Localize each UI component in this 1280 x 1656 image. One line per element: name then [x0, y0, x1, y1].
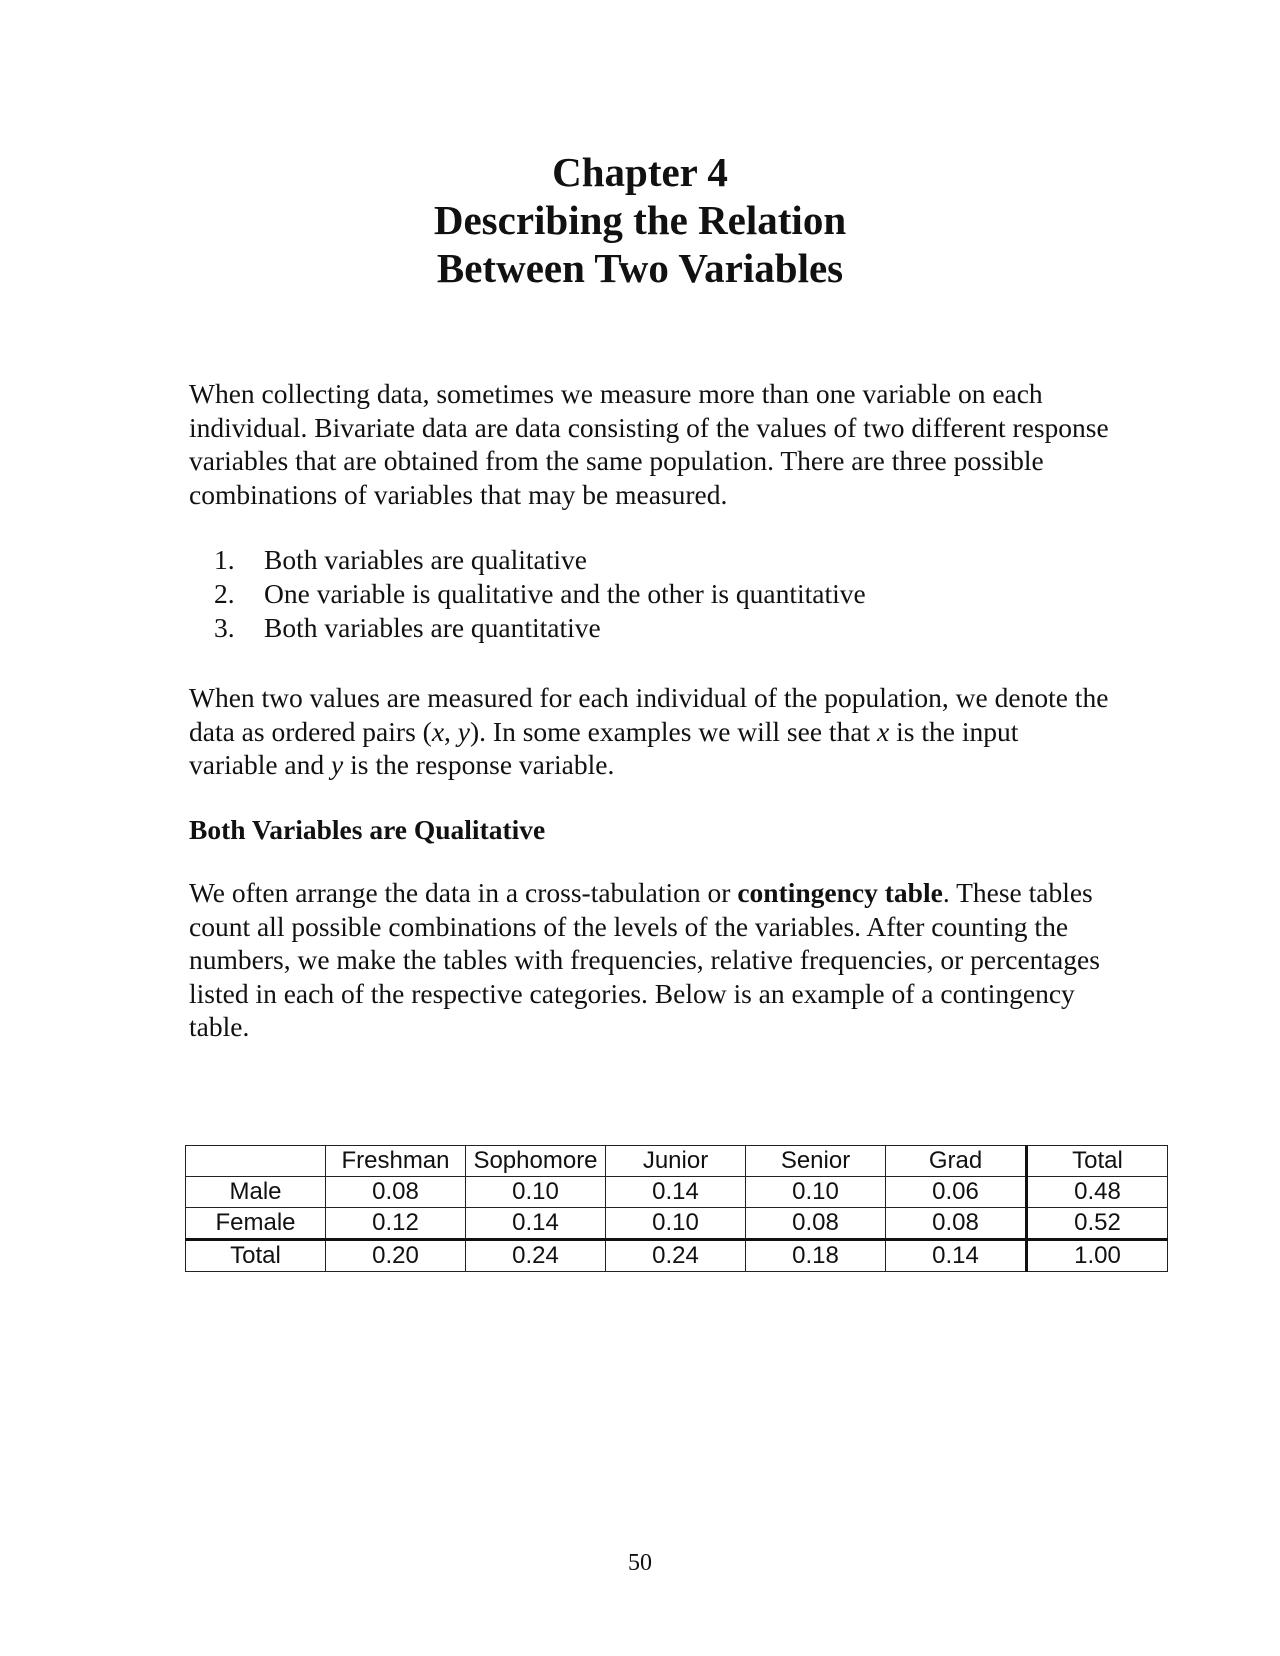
- table-cell: 0.10: [606, 1208, 746, 1240]
- var-y-2: y: [331, 749, 344, 780]
- contingency-text-1: We often arrange the data in a cross-tabulation or: [189, 877, 738, 908]
- table-cell: 0.10: [466, 1177, 606, 1208]
- list-item-number: 1.: [214, 544, 235, 575]
- combinations-list: [214, 543, 866, 645]
- chapter-title-line-1: Describing the Relation: [433, 197, 847, 243]
- var-y: y: [457, 715, 470, 747]
- chapter-number: Chapter 4: [552, 149, 728, 195]
- table-cell: 0.08: [746, 1208, 886, 1240]
- list-item-number: 2.: [214, 578, 235, 609]
- paired-text-3: is the input variable and: [189, 715, 1019, 780]
- table-cell: 0.14: [886, 1240, 1027, 1272]
- table-header-cell: Total: [1027, 1146, 1168, 1177]
- table-header-cell: Freshman: [326, 1146, 466, 1177]
- table-header-cell: Junior: [606, 1146, 746, 1177]
- paired-text-1: When two values are measured for each individual of the population, we denote the data as ordered pairs (: [189, 682, 1109, 747]
- row-label: Female: [186, 1208, 326, 1240]
- table-cell: 0.06: [886, 1177, 1027, 1208]
- intro-paragraph: When collecting data, sometimes we measure more than one variable on each individual. Bivariate data are data consisting of the values of two different response variables that are obtained from the same population. There are three possible combinations of variables that may be measured.: [189, 378, 1109, 510]
- list-item: [214, 611, 866, 645]
- chapter-title: [0, 148, 1280, 292]
- table-header-cell: Grad: [886, 1146, 1027, 1177]
- table-header-row: [186, 1146, 1168, 1177]
- table-cell: 0.08: [886, 1208, 1027, 1240]
- row-label: Total: [186, 1240, 326, 1272]
- list-item-number: 3.: [214, 612, 235, 643]
- table-row: [186, 1177, 1168, 1208]
- page-number: 50: [628, 1550, 652, 1576]
- contingency-term: contingency table: [737, 877, 943, 908]
- table-cell: 0.52: [1027, 1208, 1168, 1240]
- table-cell: 0.08: [326, 1177, 466, 1208]
- table-cell: 0.24: [606, 1240, 746, 1272]
- paired-text-2: ). In some examples we will see that: [470, 715, 878, 747]
- ordered-pairs-paragraph: [189, 681, 1109, 782]
- list-item-text: Both variables are qualitative: [264, 544, 588, 575]
- var-x: x: [431, 715, 445, 747]
- table-row: [186, 1208, 1168, 1240]
- list-item: [214, 543, 866, 577]
- table-cell: 1.00: [1027, 1240, 1168, 1272]
- row-label: Male: [186, 1177, 326, 1208]
- table-header-cell: Senior: [746, 1146, 886, 1177]
- table-cell: 0.12: [326, 1208, 466, 1240]
- contingency-paragraph: [189, 876, 1109, 1044]
- table-row: [186, 1240, 1168, 1272]
- list-item-text: One variable is qualitative and the other is quantitative: [264, 578, 866, 609]
- list-item: [214, 577, 866, 611]
- table-cell: 0.18: [746, 1240, 886, 1272]
- table-cell: 0.10: [746, 1177, 886, 1208]
- section-heading: Both Variables are Qualitative: [189, 814, 546, 845]
- chapter-title-line-2: Between Two Variables: [436, 245, 844, 291]
- table-cell: 0.20: [326, 1240, 466, 1272]
- table-header-cell: [186, 1146, 326, 1177]
- var-x-2: x: [877, 715, 890, 747]
- table-cell: 0.48: [1027, 1177, 1168, 1208]
- table-header-cell: Sophomore: [466, 1146, 606, 1177]
- table-cell: 0.14: [466, 1208, 606, 1240]
- table-cell: 0.24: [466, 1240, 606, 1272]
- contingency-table: [185, 1145, 1168, 1272]
- table-cell: 0.14: [606, 1177, 746, 1208]
- contingency-text-2: . These tables count all possible combinations of the levels of the variables. After counting the numbers, we make the tables with frequencies, relative frequencies, or percentages listed in each of the respective categories. Below is an example of a contingency table.: [189, 877, 1100, 1042]
- paired-text-4: is the response variable.: [343, 749, 615, 780]
- list-item-text: Both variables are quantitative: [264, 612, 601, 643]
- paired-comma: ,: [444, 715, 458, 747]
